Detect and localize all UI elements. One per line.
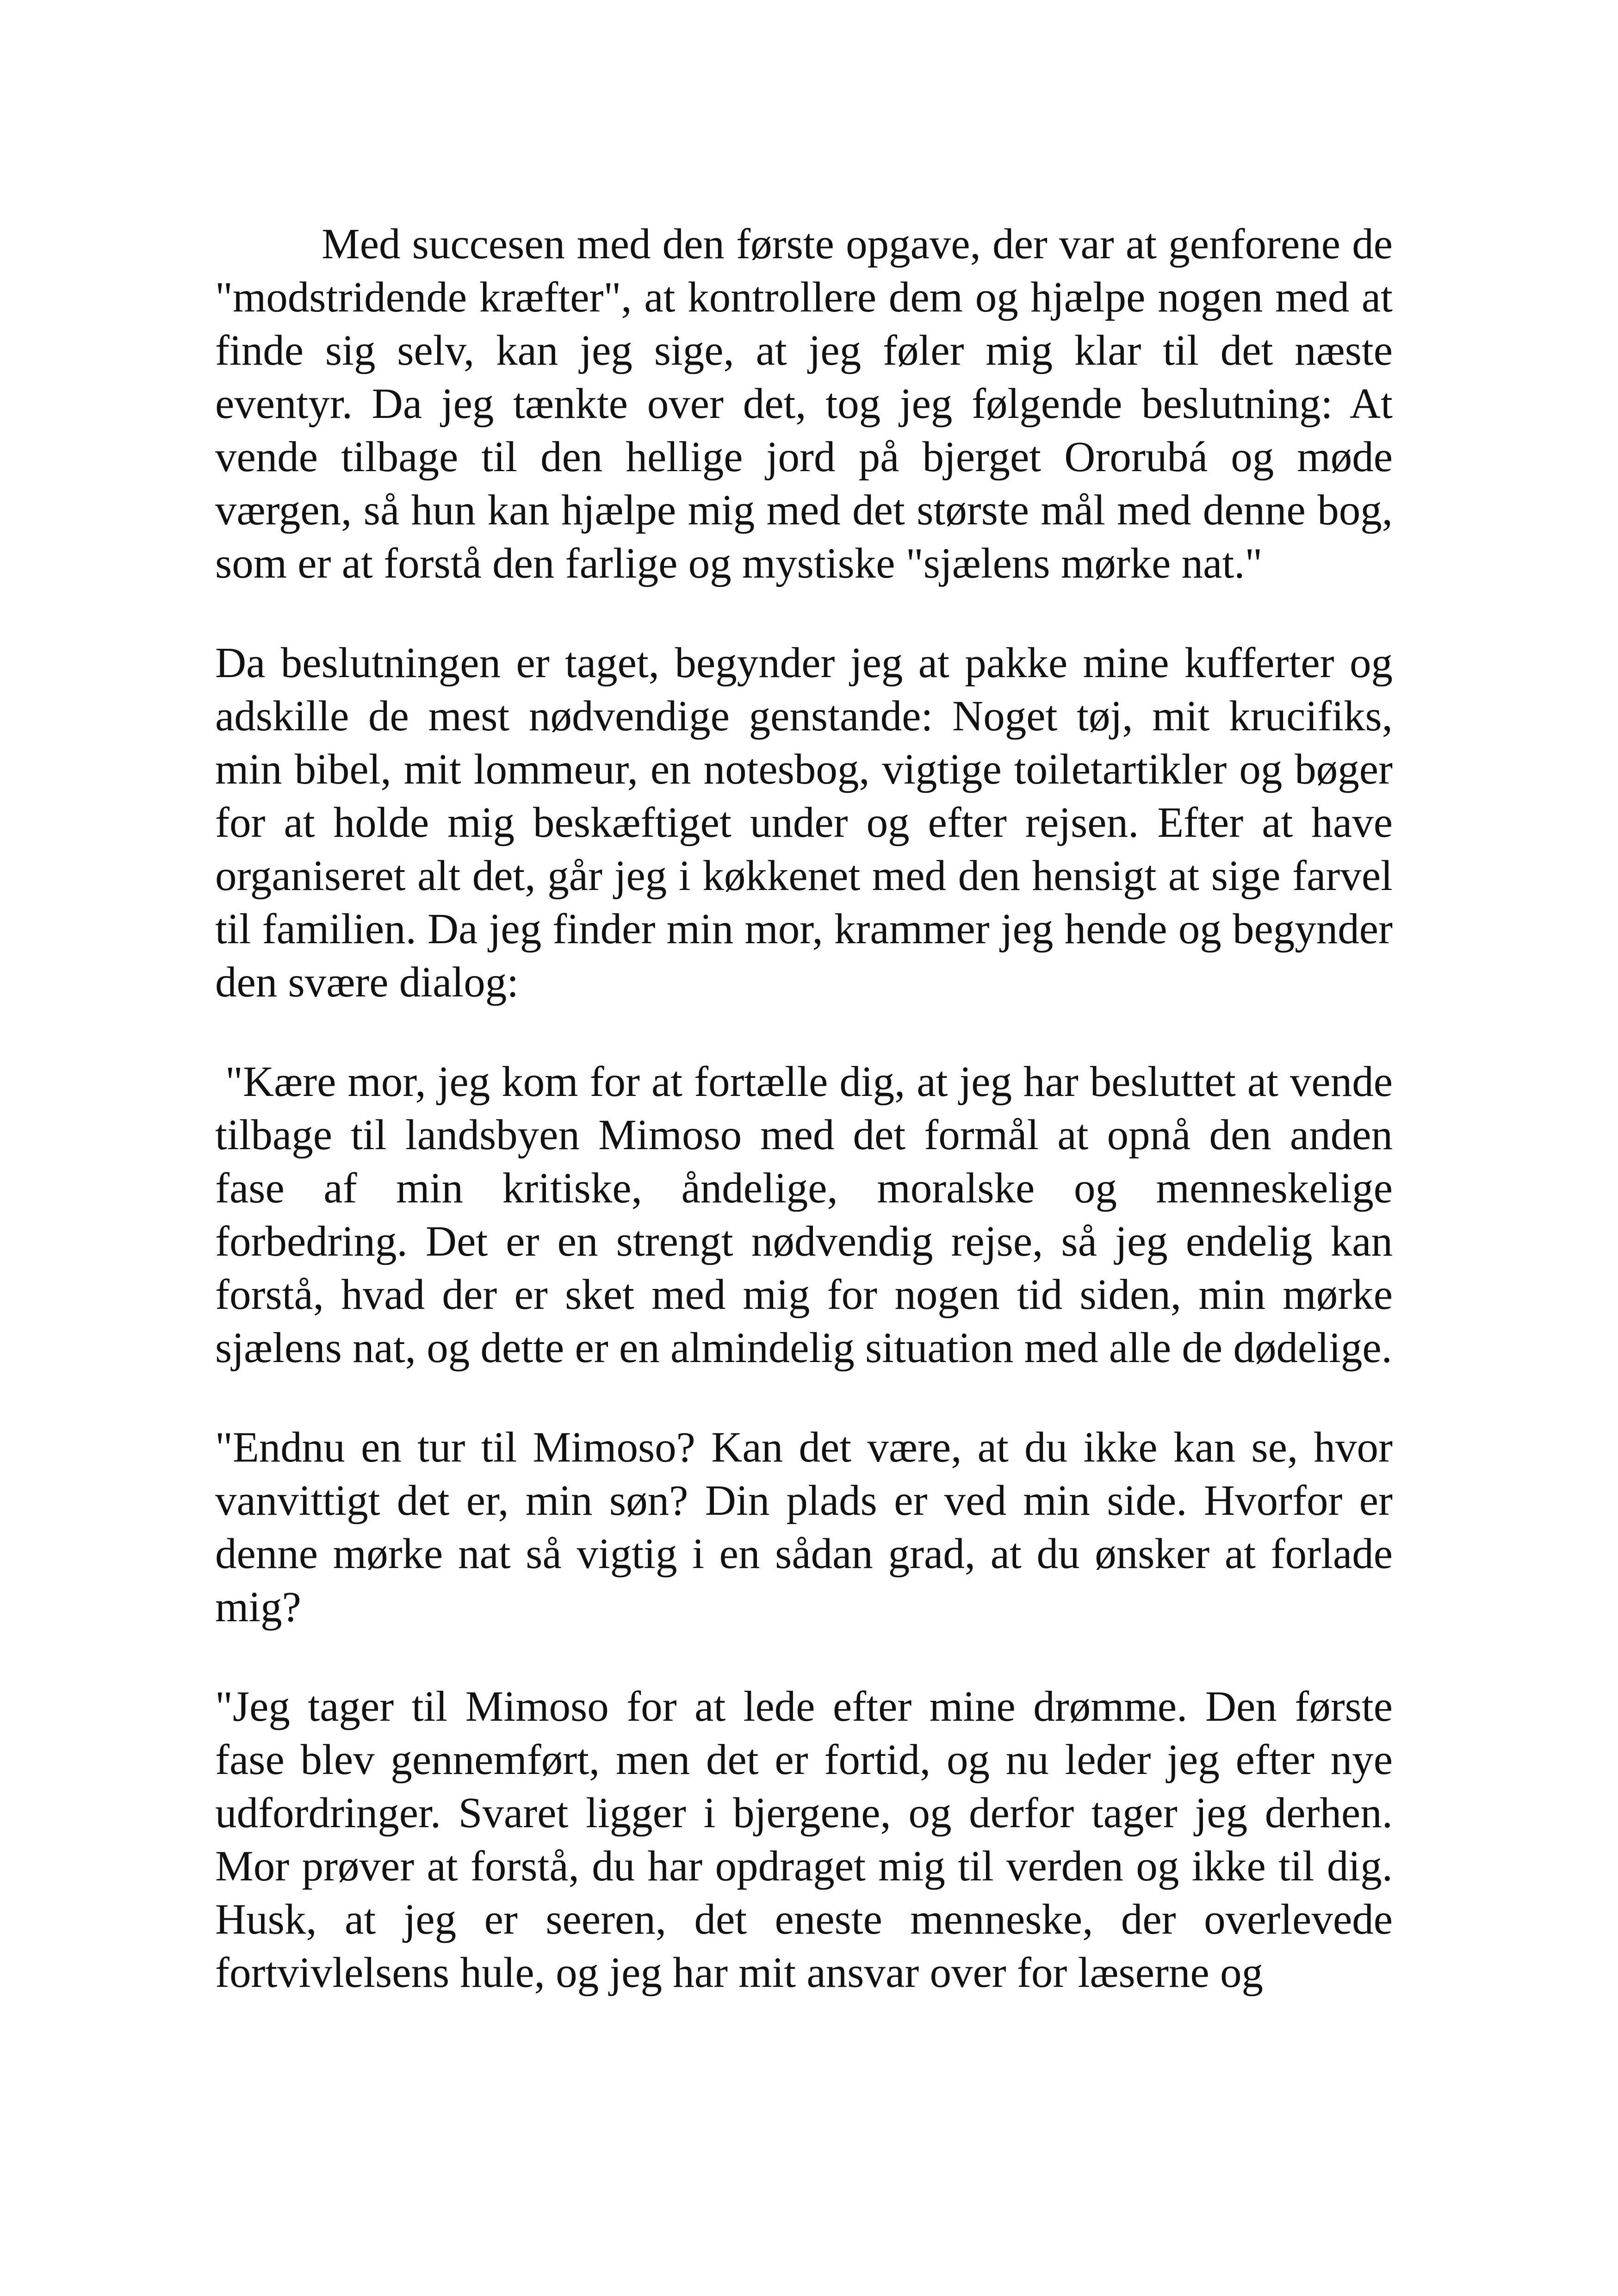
paragraph-3: "Kære mor, jeg kom for at fortælle dig, at jeg har besluttet at vende tilbage til landsbyen Mimoso med det formål at opnå den anden fase af min kritiske, åndelige, moralske og menneskelige forbedring. Det er en strengt nødvendig rejse, så jeg endelig kan forstå, hvad der er sket med mig for nogen tid siden, min mørke sjælens nat, og dette er en almindelig situation med alle de dødelige. bbox=[215, 1058, 1393, 1372]
document-page bbox=[215, 218, 1393, 1999]
paragraph-1: Med succesen med den første opgave, der var at genforene de "modstridende kræfter", at kontrollere dem og hjælpe nogen med at finde sig selv, kan jeg sige, at jeg føler mig klar til det næste eventyr. Da jeg tænkte over det, tog jeg følgende beslutning: At vende tilbage til den hellige jord på bjerget Ororubá og møde værgen, så hun kan hjælpe mig med det største mål med denne bog, som er at forstå den farlige og mystiske "sjælens mørke nat." bbox=[215, 220, 1393, 587]
paragraph-4: "Endnu en tur til Mimoso? Kan det være, at du ikke kan se, hvor vanvittigt det er, min søn? Din plads er ved min side. Hvorfor er denne mørke nat så vigtig i en sådan grad, at du ønsker at forlade mig? bbox=[215, 1424, 1393, 1631]
paragraph-2: Da beslutningen er taget, begynder jeg at pakke mine kufferter og adskille de mest nødvendige genstande: Noget tøj, mit krucifiks, min bibel, mit lommeur, en notesbog, vigtige toiletartikler og bøger for at holde mig beskæftiget under og efter rejsen. Efter at have organiseret alt det, går jeg i køkkenet med den hensigt at sige farvel til familien. Da jeg finder min mor, krammer jeg hende og begynder den svære dialog: bbox=[215, 639, 1393, 1006]
paragraph-5: "Jeg tager til Mimoso for at lede efter mine drømme. Den første fase blev gennemført, men det er fortid, og nu leder jeg efter nye udfordringer. Svaret ligger i bjergene, og derfor tager jeg derhen. Mor prøver at forstå, du har opdraget mig til verden og ikke til dig. Husk, at jeg er seeren, det eneste menneske, der overlevede fortvivlelsens hule, og jeg har mit ansvar over for læserne og bbox=[215, 1683, 1393, 1997]
